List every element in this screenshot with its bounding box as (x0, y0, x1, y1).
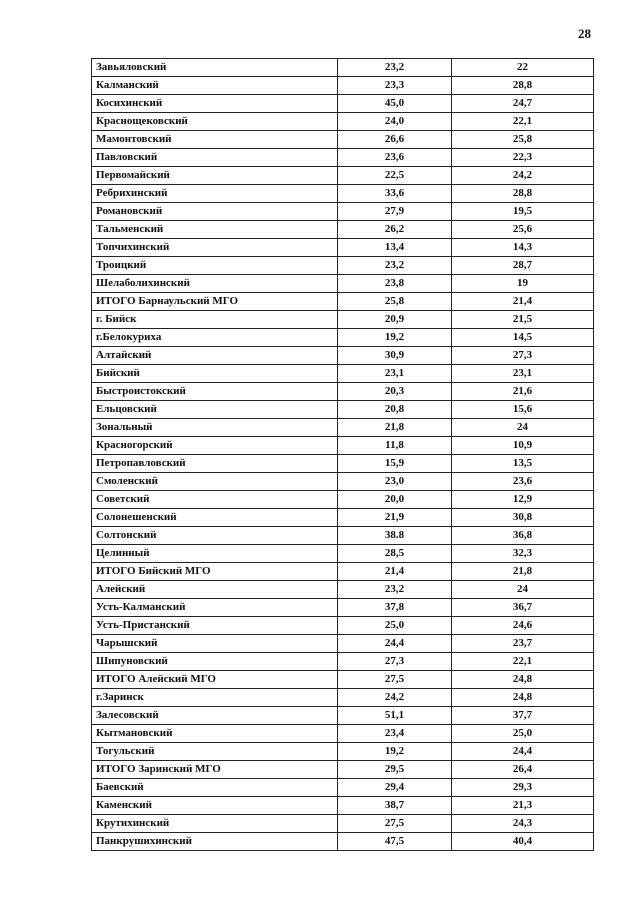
value-2-cell: 40,4 (452, 833, 594, 851)
table-row (92, 779, 594, 797)
value-2-cell: 24,8 (452, 671, 594, 689)
table-row (92, 149, 594, 167)
value-2-cell: 24,8 (452, 689, 594, 707)
value-1-cell: 20,3 (338, 383, 452, 401)
value-2-cell: 12,9 (452, 491, 594, 509)
value-2-cell: 25,8 (452, 131, 594, 149)
value-1-cell: 33,6 (338, 185, 452, 203)
district-name-cell: Советский (92, 491, 338, 509)
table-row (92, 221, 594, 239)
district-name-cell: Павловский (92, 149, 338, 167)
value-1-cell: 24,4 (338, 635, 452, 653)
value-1-cell: 25,8 (338, 293, 452, 311)
table-row (92, 275, 594, 293)
value-2-cell: 36,8 (452, 527, 594, 545)
value-2-cell: 28,8 (452, 77, 594, 95)
value-1-cell: 24,2 (338, 689, 452, 707)
district-name-cell: Ельцовский (92, 401, 338, 419)
table-row (92, 815, 594, 833)
value-1-cell: 27,5 (338, 671, 452, 689)
value-2-cell: 10,9 (452, 437, 594, 455)
value-2-cell: 24,7 (452, 95, 594, 113)
value-2-cell: 14,5 (452, 329, 594, 347)
value-2-cell: 22,3 (452, 149, 594, 167)
value-1-cell: 37,8 (338, 599, 452, 617)
table-row (92, 203, 594, 221)
value-1-cell: 27,9 (338, 203, 452, 221)
data-table (91, 58, 594, 851)
value-2-cell: 15,6 (452, 401, 594, 419)
value-1-cell: 11,8 (338, 437, 452, 455)
table-row (92, 545, 594, 563)
value-1-cell: 23,3 (338, 77, 452, 95)
table-row (92, 707, 594, 725)
value-1-cell: 26,2 (338, 221, 452, 239)
table-row (92, 689, 594, 707)
value-2-cell: 28,7 (452, 257, 594, 275)
district-name-cell: Завьяловский (92, 59, 338, 77)
district-name-cell: Целинный (92, 545, 338, 563)
value-1-cell: 23,4 (338, 725, 452, 743)
district-name-cell: Алейский (92, 581, 338, 599)
district-name-cell: Быстроистокский (92, 383, 338, 401)
value-1-cell: 22,5 (338, 167, 452, 185)
table-row (92, 131, 594, 149)
table-row (92, 185, 594, 203)
table-row (92, 293, 594, 311)
value-2-cell: 22,1 (452, 653, 594, 671)
value-1-cell: 29,5 (338, 761, 452, 779)
value-1-cell: 21,9 (338, 509, 452, 527)
value-2-cell: 26,4 (452, 761, 594, 779)
value-1-cell: 29,4 (338, 779, 452, 797)
value-1-cell: 20,9 (338, 311, 452, 329)
value-2-cell: 30,8 (452, 509, 594, 527)
value-2-cell: 24 (452, 581, 594, 599)
value-2-cell: 24,4 (452, 743, 594, 761)
table-row (92, 167, 594, 185)
value-1-cell: 15,9 (338, 455, 452, 473)
value-1-cell: 20,8 (338, 401, 452, 419)
table-row (92, 113, 594, 131)
district-name-cell: Зональный (92, 419, 338, 437)
value-1-cell: 23,1 (338, 365, 452, 383)
district-name-cell: Крутихинский (92, 815, 338, 833)
table-row (92, 257, 594, 275)
table-row (92, 329, 594, 347)
district-name-cell: Панкрушихинский (92, 833, 338, 851)
value-2-cell: 22 (452, 59, 594, 77)
value-2-cell: 23,6 (452, 473, 594, 491)
district-name-cell: Залесовский (92, 707, 338, 725)
value-1-cell: 27,3 (338, 653, 452, 671)
value-2-cell: 28,8 (452, 185, 594, 203)
value-2-cell: 21,5 (452, 311, 594, 329)
value-2-cell: 32,3 (452, 545, 594, 563)
district-name-cell: Красногорский (92, 437, 338, 455)
district-name-cell: Шелаболихинский (92, 275, 338, 293)
district-name-cell: Баевский (92, 779, 338, 797)
value-1-cell: 26,6 (338, 131, 452, 149)
district-name-cell: Солтонский (92, 527, 338, 545)
value-2-cell: 29,3 (452, 779, 594, 797)
district-name-cell: Калманский (92, 77, 338, 95)
value-1-cell: 21,4 (338, 563, 452, 581)
value-1-cell: 38,7 (338, 797, 452, 815)
value-1-cell: 45,0 (338, 95, 452, 113)
table-row (92, 311, 594, 329)
value-2-cell: 19 (452, 275, 594, 293)
district-name-cell: г. Бийск (92, 311, 338, 329)
value-2-cell: 36,7 (452, 599, 594, 617)
district-name-cell: Романовский (92, 203, 338, 221)
value-2-cell: 13,5 (452, 455, 594, 473)
value-1-cell: 24,0 (338, 113, 452, 131)
table-row (92, 725, 594, 743)
value-1-cell: 20,0 (338, 491, 452, 509)
table-row (92, 527, 594, 545)
table-row (92, 347, 594, 365)
table-row (92, 833, 594, 851)
value-1-cell: 30,9 (338, 347, 452, 365)
district-name-cell: Алтайский (92, 347, 338, 365)
table-row (92, 455, 594, 473)
district-name-cell: Усть-Пристанский (92, 617, 338, 635)
table-row (92, 581, 594, 599)
district-name-cell: Шипуновский (92, 653, 338, 671)
district-name-cell: Усть-Калманский (92, 599, 338, 617)
table-row (92, 383, 594, 401)
value-2-cell: 19,5 (452, 203, 594, 221)
table-row (92, 491, 594, 509)
value-1-cell: 23,6 (338, 149, 452, 167)
district-name-cell: Кытмановский (92, 725, 338, 743)
value-2-cell: 21,8 (452, 563, 594, 581)
district-name-cell: ИТОГО Барнаульский МГО (92, 293, 338, 311)
table-row (92, 239, 594, 257)
district-name-cell: Топчихинский (92, 239, 338, 257)
table-row (92, 77, 594, 95)
value-1-cell: 51,1 (338, 707, 452, 725)
table-row (92, 509, 594, 527)
value-2-cell: 24,6 (452, 617, 594, 635)
value-2-cell: 24,3 (452, 815, 594, 833)
district-name-cell: Бийский (92, 365, 338, 383)
value-2-cell: 25,0 (452, 725, 594, 743)
district-name-cell: Чарышский (92, 635, 338, 653)
value-1-cell: 23,2 (338, 257, 452, 275)
district-name-cell: Каменский (92, 797, 338, 815)
value-2-cell: 37,7 (452, 707, 594, 725)
value-1-cell: 28,5 (338, 545, 452, 563)
value-1-cell: 23,2 (338, 581, 452, 599)
district-name-cell: Троицкий (92, 257, 338, 275)
value-1-cell: 13,4 (338, 239, 452, 257)
value-2-cell: 21,4 (452, 293, 594, 311)
district-name-cell: ИТОГО Бийский МГО (92, 563, 338, 581)
table-row (92, 743, 594, 761)
district-name-cell: ИТОГО Алейский МГО (92, 671, 338, 689)
value-1-cell: 19,2 (338, 329, 452, 347)
table-row (92, 761, 594, 779)
table-row (92, 365, 594, 383)
value-2-cell: 22,1 (452, 113, 594, 131)
table-row (92, 419, 594, 437)
table-row (92, 59, 594, 77)
district-name-cell: Петропавловский (92, 455, 338, 473)
table-row (92, 437, 594, 455)
district-name-cell: Тальменский (92, 221, 338, 239)
table-row (92, 563, 594, 581)
table-row (92, 617, 594, 635)
table-row (92, 671, 594, 689)
value-2-cell: 23,7 (452, 635, 594, 653)
district-name-cell: г.Заринск (92, 689, 338, 707)
value-1-cell: 47,5 (338, 833, 452, 851)
value-1-cell: 19,2 (338, 743, 452, 761)
district-name-cell: Смоленский (92, 473, 338, 491)
value-1-cell: 27,5 (338, 815, 452, 833)
district-name-cell: Краснощековский (92, 113, 338, 131)
table-row (92, 635, 594, 653)
value-2-cell: 24,2 (452, 167, 594, 185)
table-row (92, 653, 594, 671)
value-1-cell: 23,8 (338, 275, 452, 293)
page-number: 28 (578, 26, 591, 41)
value-2-cell: 14,3 (452, 239, 594, 257)
district-name-cell: Первомайский (92, 167, 338, 185)
district-name-cell: Ребрихинский (92, 185, 338, 203)
value-1-cell: 23,2 (338, 59, 452, 77)
table-row (92, 473, 594, 491)
value-2-cell: 27,3 (452, 347, 594, 365)
table-row (92, 797, 594, 815)
table-row (92, 95, 594, 113)
district-name-cell: Мамонтовский (92, 131, 338, 149)
district-name-cell: ИТОГО Заринский МГО (92, 761, 338, 779)
value-1-cell: 38.8 (338, 527, 452, 545)
value-2-cell: 24 (452, 419, 594, 437)
value-2-cell: 23,1 (452, 365, 594, 383)
value-1-cell: 23,0 (338, 473, 452, 491)
district-name-cell: Тогульский (92, 743, 338, 761)
district-name-cell: г.Белокуриха (92, 329, 338, 347)
table-row (92, 401, 594, 419)
table-body (92, 59, 594, 851)
district-name-cell: Косихинский (92, 95, 338, 113)
table-row (92, 599, 594, 617)
value-2-cell: 25,6 (452, 221, 594, 239)
value-2-cell: 21,6 (452, 383, 594, 401)
district-name-cell: Солонешенский (92, 509, 338, 527)
value-2-cell: 21,3 (452, 797, 594, 815)
value-1-cell: 25,0 (338, 617, 452, 635)
value-1-cell: 21,8 (338, 419, 452, 437)
